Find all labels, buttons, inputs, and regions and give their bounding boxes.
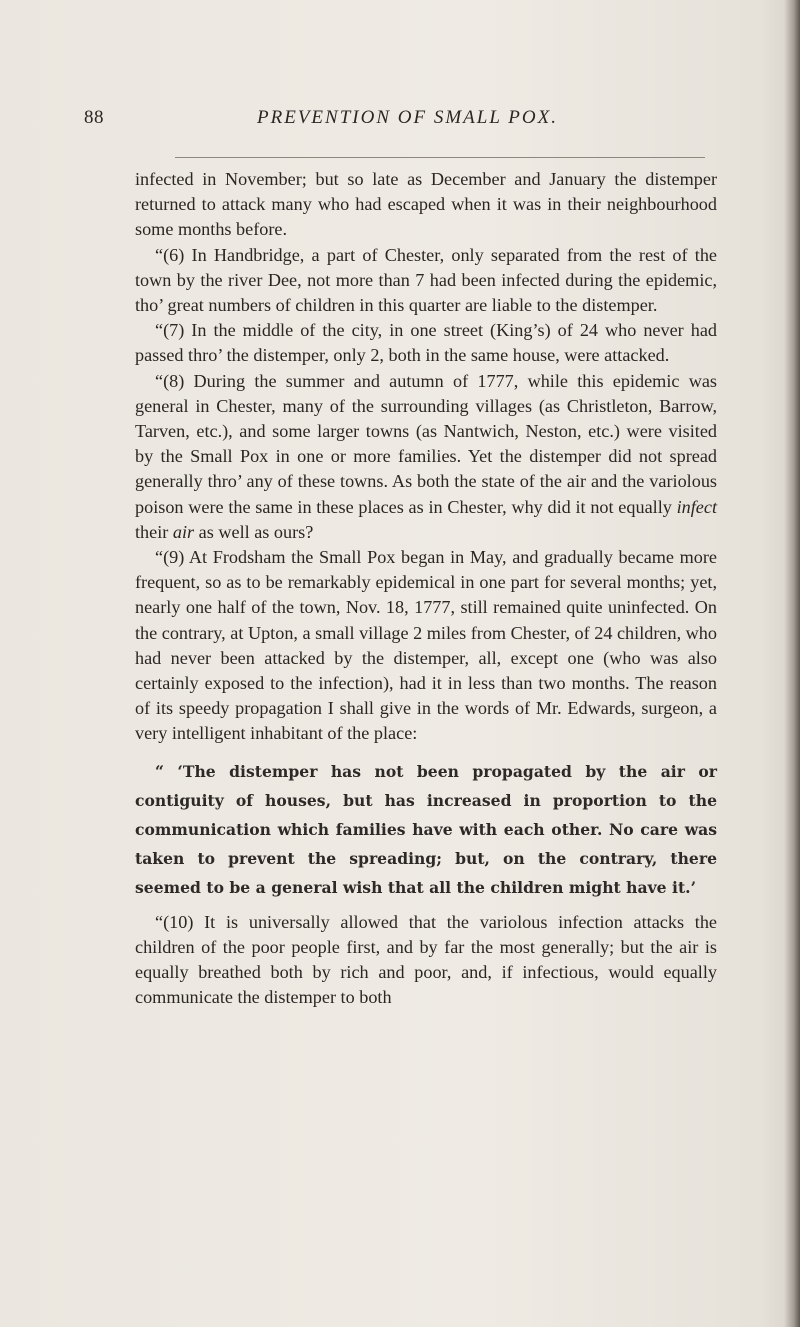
paragraph-9: “(9) At Frodsham the Small Pox began in May, and gradually became more frequent, so as to be remarkably epidemical in one part for several months; yet, nearly one half of the town, Nov. 18, 1777, still remained quite uninfected. On the contrary, at Upton, a small village 2 miles from Chester, of 24 children, who had never been attacked by the distemper, all, except one (who was also certainly exposed to the infection), had it in less than two months. The reason of its speedy propagation I shall give in the words of Mr. Edwards, surgeon, a very intelligent inhabitant of the place:: [135, 547, 717, 744]
quoted-passage: “ ‘The distemper has not been propagated by the air or contiguity of houses, but has increased in proportion to the communication which families have with each other. No care was taken to prevent the spreading; but, on the contrary, there seemed to be a general wish that all the children might have it.’: [135, 761, 717, 897]
paragraph-8-text-c: as well as ours?: [194, 521, 314, 542]
paragraph-7: “(7) In the middle of the city, in one street (King’s) of 24 who never had passed thro’ the distemper, only 2, both in the same house, were attacked.: [135, 320, 717, 366]
paragraph-6: “(6) In Handbridge, a part of Chester, only separated from the rest of the town by the river Dee, not more than 7 had been infected during the epidemic, tho’ great numbers of children in this quarter are liable to the distemper.: [135, 244, 717, 316]
emphasis-air: air: [172, 521, 195, 542]
paragraph-8-text-a: “(8) During the summer and autumn of 1777, while this epidemic was general in Chester, many of the surrounding villages (as Christleton, Barrow, Tarven, etc.), and some larger towns (as Nantwich, Neston, etc.) were visited by the Small Pox in one or more families. Yet the distemper did not spread generally thro’ any of these towns. As both the state of the air and the variolous poison were the same in these places as in Chester, why did it not equally: [135, 370, 717, 517]
paragraph-8-text-b: their: [135, 521, 173, 542]
paragraph-8: [135, 369, 717, 545]
emphasis-infect: infect: [676, 496, 717, 517]
page-header: [82, 107, 712, 137]
page-number: 88: [84, 107, 104, 128]
page-edge-shadow: [784, 0, 800, 1327]
running-title: PREVENTION OF SMALL POX.: [257, 107, 558, 128]
paragraph-continuation: infected in November; but so late as December and January the distemper returned to attack many who had escaped when it was in their neighbourhood some months before.: [135, 169, 717, 240]
header-rule: [175, 157, 705, 158]
body-text: [135, 167, 717, 1010]
paragraph-10: “(10) It is universally allowed that the variolous infection attacks the children of the poor people first, and by far the most generally; but the air is equally breathed both by rich and poor, and, if infectious, would equally communicate the distemper to both: [135, 911, 717, 1008]
